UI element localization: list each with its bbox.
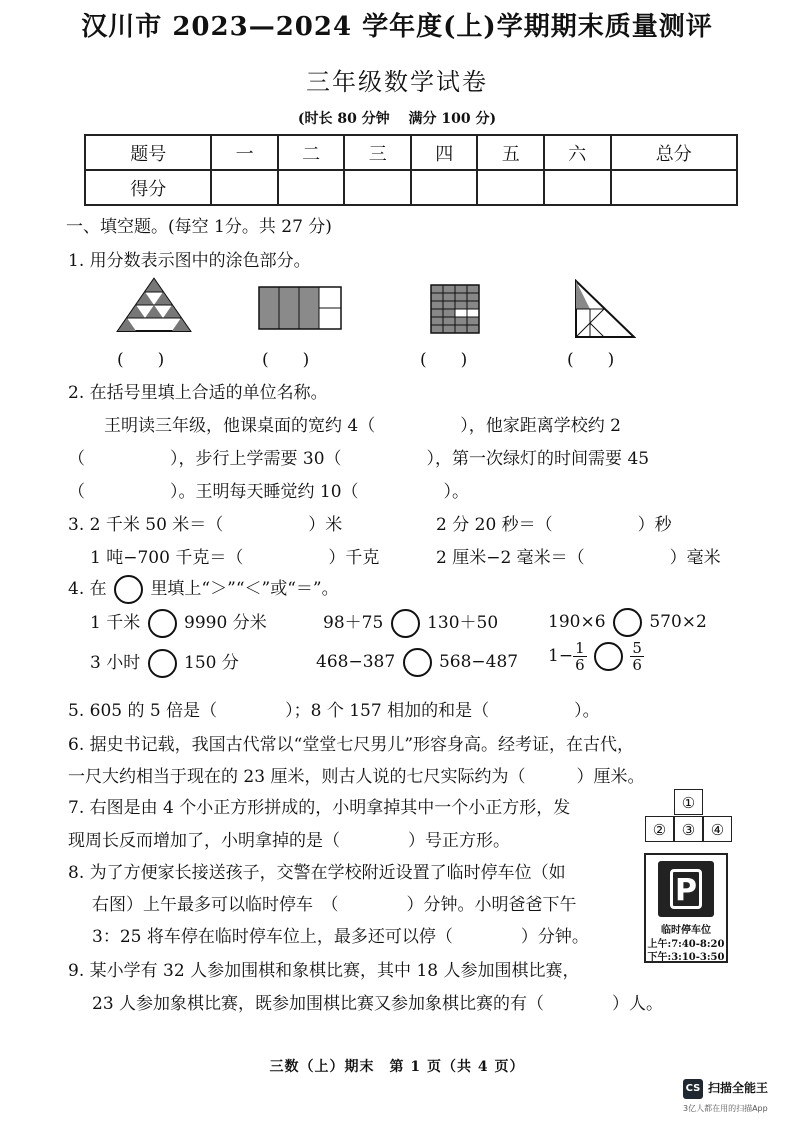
compare-item [548, 640, 644, 673]
question-8-line: 3：25 将车停在临时停车位上，最多还可以停（ ）分钟。 [92, 927, 589, 947]
question-2: 2. 在括号里填上合适的单位名称。 [68, 383, 328, 403]
compare-left: 1− [548, 646, 574, 666]
compare-right: 9990 分米 [184, 613, 267, 633]
compare-circle[interactable] [594, 642, 623, 671]
score-table-header-row [85, 135, 737, 170]
parking-pm-hours: 下午:3:10-3:50 [647, 952, 725, 963]
square-2: ② [645, 816, 674, 842]
score-cell: 四 [411, 135, 478, 170]
parking-sign [644, 853, 728, 963]
question-7-line: 7. 右图是由 4 个小正方形拼成的，小明拿掉其中一个小正方形，发 [68, 798, 571, 818]
question-9-line: 9. 某小学有 32 人参加围棋和象棋比赛，其中 18 人参加围棋比赛， [68, 961, 580, 981]
compare-item [323, 608, 498, 638]
question-3-d: 2 厘米−2 毫米＝（ ）毫米 [436, 548, 721, 568]
compare-left: 3 小时 [90, 653, 141, 673]
question-7-line: 现周长反而增加了，小明拿掉的是（ ）号正方形。 [68, 831, 510, 851]
square-4: ④ [703, 816, 732, 842]
compare-right: 130＋50 [427, 613, 499, 633]
score-cell: 总分 [611, 135, 738, 170]
score-input-cell[interactable] [344, 170, 411, 205]
rectangle-figure [258, 286, 342, 330]
compare-left: 98＋75 [323, 613, 384, 633]
score-input-cell[interactable] [544, 170, 611, 205]
question-1: 1. 用分数表示图中的涂色部分。 [68, 251, 311, 271]
question-2-line: （ ），步行上学需要 30（ ），第一次绿灯的时间需要 45 [68, 449, 650, 469]
fraction: $\frac{1}{6}$ [575, 639, 585, 674]
score-cell: 一 [211, 135, 278, 170]
triangle-figure [116, 277, 192, 333]
score-table [84, 134, 738, 206]
square-1: ① [674, 789, 703, 815]
question-4-text-2: 里填上“＞”“＜”或“＝”。 [150, 579, 339, 599]
question-2-line: （ ）。王明每天睡觉约 10（ ）。 [68, 482, 470, 502]
compare-circle[interactable] [391, 609, 420, 638]
question-3-a: 3. 2 千米 50 米＝（ ）米 [68, 515, 343, 535]
question-6-line: 一尺大约相当于现在的 23 厘米，则古人说的七尺实际约为（ ）厘米。 [68, 767, 645, 787]
question-5: 5. 605 的 5 倍是（ ）；8 个 157 相加的和是（ ）。 [68, 701, 600, 721]
square-3: ③ [674, 816, 703, 842]
compare-circle[interactable] [148, 649, 177, 678]
score-input-cell[interactable] [411, 170, 478, 205]
score-input-cell[interactable] [611, 170, 738, 205]
compare-left: 190×6 [548, 612, 606, 632]
compare-circle[interactable] [613, 608, 642, 637]
compare-item [548, 608, 707, 637]
fraction: $\frac{5}{6}$ [632, 639, 642, 674]
right-triangle-figure [574, 279, 636, 339]
compare-item [316, 648, 518, 677]
compare-left: 468−387 [316, 652, 396, 672]
watermark-sub: 3亿人都在用的扫描App [683, 1104, 768, 1113]
score-cell: 二 [278, 135, 345, 170]
compare-circle[interactable] [148, 609, 177, 638]
compare-circle[interactable] [403, 648, 432, 677]
compare-right: 150 分 [184, 653, 239, 673]
score-cell: 题号 [85, 135, 211, 170]
square-figure [430, 284, 480, 334]
answer-blank[interactable]: ( ) [420, 350, 468, 370]
score-cell: 三 [344, 135, 411, 170]
score-table-score-row [85, 170, 737, 205]
parking-am-hours: 上午:7:40-8:20 [647, 939, 725, 950]
question-4-text: 4. 在 [68, 579, 107, 599]
page-footer: 三数（上）期末 第 1 页（共 4 页） [269, 1059, 525, 1075]
exam-subtitle: 三年级数学试卷 [306, 68, 488, 96]
camscanner-logo-icon: CS [683, 1079, 703, 1099]
question-4 [68, 574, 339, 604]
section-heading: 一、填空题。(每空 1分。共 27 分) [66, 217, 332, 237]
exam-info: (时长 80 分钟 满分 100 分) [297, 111, 497, 127]
question-2-line: 王明读三年级，他课桌面的宽约 4（ ），他家距离学校约 2 [104, 416, 621, 436]
score-cell: 得分 [85, 170, 211, 205]
score-input-cell[interactable] [211, 170, 278, 205]
score-cell: 六 [544, 135, 611, 170]
watermark-name: 扫描全能王 [708, 1081, 769, 1095]
answer-blank[interactable]: ( ) [262, 350, 310, 370]
compare-left: 1 千米 [90, 613, 141, 633]
score-input-cell[interactable] [477, 170, 544, 205]
circle-icon [114, 575, 143, 604]
question-3-b: 2 分 20 秒＝（ ）秒 [436, 515, 672, 535]
answer-blank[interactable]: ( ) [117, 350, 165, 370]
parking-label: 临时停车位 [661, 925, 711, 936]
score-cell: 五 [477, 135, 544, 170]
compare-item [90, 608, 267, 638]
question-6-line: 6. 据史书记载，我国古代常以“堂堂七尺男儿”形容身高。经考证，在古代， [68, 735, 635, 755]
compare-right: 570×2 [649, 612, 707, 632]
question-8-line: 右图）上午最多可以临时停车 （ ）分钟。小明爸爸下午 [92, 895, 577, 915]
parking-icon: P [658, 861, 714, 917]
compare-right: 568−487 [438, 652, 519, 672]
question-3-c: 1 吨−700 千克＝（ ）千克 [90, 548, 380, 568]
question-8-line: 8. 为了方便家长接送孩子，交警在学校附近设置了临时停车位（如 [68, 863, 566, 883]
question-9-line: 23 人参加象棋比赛，既参加围棋比赛又参加象棋比赛的有（ ）人。 [92, 994, 664, 1014]
answer-blank[interactable]: ( ) [567, 350, 615, 370]
score-input-cell[interactable] [278, 170, 345, 205]
exam-title: 汉川市 2023—2024 学年度(上)学期期末质量测评 [81, 12, 713, 42]
compare-item [90, 648, 239, 678]
